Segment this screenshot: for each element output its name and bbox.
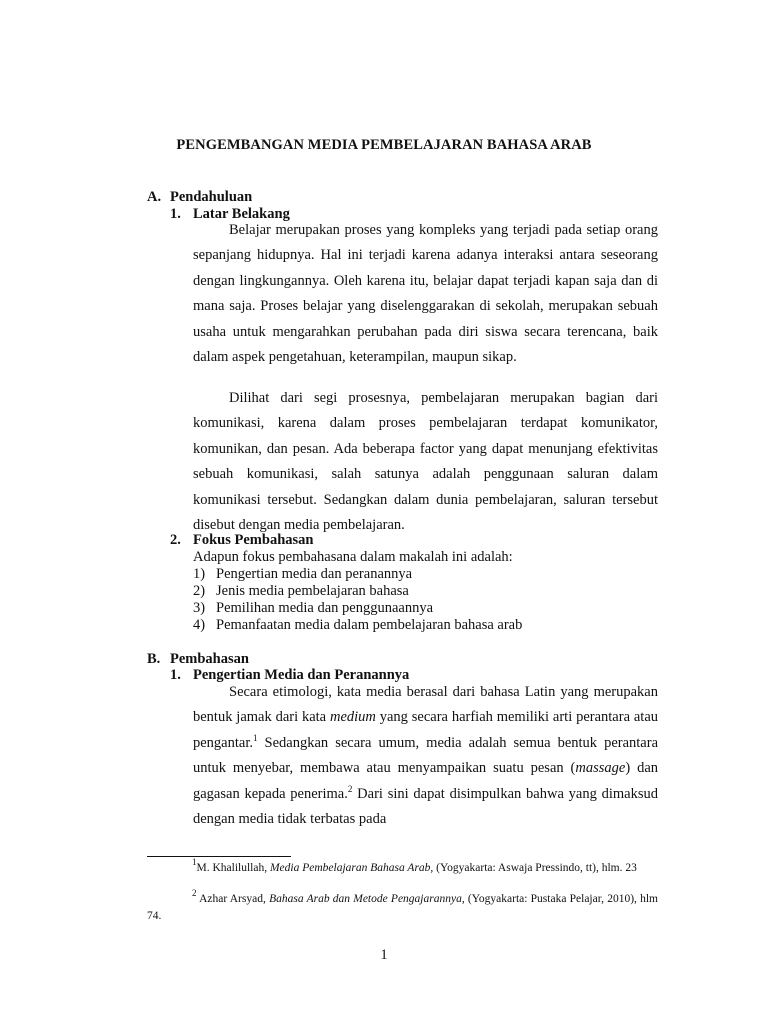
footnote-publisher: , (Yogyakarta: Aswaja Pressindo, tt), hlm. 23	[430, 862, 637, 874]
paragraph-text: ) dan gagasan kepada penerima.	[193, 760, 659, 802]
subsection-a1-number: 1.	[170, 206, 181, 222]
footnote-separator	[147, 856, 291, 857]
list-item	[193, 600, 522, 617]
subsection-b1-number: 1.	[170, 667, 181, 683]
footnote-publisher: , (Yogyakarta: Pustaka Pelajar, 2010), hlm 74.	[147, 893, 658, 922]
paragraph-text: Sedangkan secara umum, media adalah semua bentuk perantara untuk menyebar, membawa atau menyampaikan suatu pesan (	[193, 734, 658, 777]
footnote-book-title: Bahasa Arab dan Metode Pengajarannya	[269, 893, 462, 905]
page-number: 1	[380, 947, 388, 963]
section-b-heading	[147, 651, 249, 668]
footnote-2	[147, 888, 658, 925]
footnote-book-title: Media Pembelajaran Bahasa Arab	[269, 862, 431, 874]
paragraph-text: yang secara harfiah memiliki arti perantara atau pengantar.	[193, 709, 659, 751]
list-item-number: 3)	[193, 600, 206, 616]
document-title: PENGEMBANGAN MEDIA PEMBELAJARAN BAHASA ARAB	[176, 137, 592, 153]
section-a-heading	[147, 189, 252, 206]
paragraph-text: Belajar merupakan proses yang kompleks yang terjadi pada setiap orang sepanjang hidupnya. Hal ini terjadi karena adanya interaksi antara seseorang dengan lingkungannya. Oleh karena itu, belajar dapat terjadi kapan saja dan di mana saja. Proses belajar yang diselenggarakan di sekolah, merupakan sebuah usaha untuk mengarahkan perubahan pada diri siswa secara terencana, baik dalam aspek pengetahuan, keterampilan, maupun sikap.	[193, 222, 658, 366]
footnote-reference-2[interactable]: 2	[347, 783, 353, 794]
paragraph-pengertian-media	[193, 680, 658, 832]
list-item-number: 4)	[193, 617, 206, 633]
list-item-text: Jenis media pembelajaran bahasa	[216, 583, 409, 599]
list-item-text: Pemilihan media dan penggunaannya	[216, 600, 434, 616]
footnote-mark: 1	[192, 857, 197, 867]
list-item-text: Pengertian media dan peranannya	[216, 566, 413, 582]
footnote-1	[147, 857, 658, 877]
footnote-reference-1[interactable]: 1	[253, 732, 258, 743]
section-b-number: B.	[147, 651, 161, 667]
subsection-a2-title: Fokus Pembahasan	[193, 532, 314, 548]
focus-intro: Adapun fokus pembahasana dalam makalah ini adalah:	[193, 549, 513, 565]
paragraph-text: Dari sini dapat disimpulkan bahwa yang dimaksud dengan media tidak terbatas pada	[193, 785, 659, 828]
paragraph-latar-belakang-1	[193, 218, 658, 370]
footnote-author: M. Khalilullah,	[196, 862, 268, 874]
focus-list	[193, 566, 522, 634]
section-a-number: A.	[147, 189, 162, 205]
list-item	[193, 566, 522, 583]
list-item	[193, 583, 522, 600]
list-item-number: 2)	[193, 583, 206, 599]
section-a-title: Pendahuluan	[170, 189, 253, 205]
list-item-text: Pemanfaatan media dalam pembelajaran bahasa arab	[216, 617, 523, 633]
paragraph-latar-belakang-2	[193, 386, 658, 538]
subsection-a2-number: 2.	[170, 532, 181, 548]
list-item	[193, 617, 522, 634]
section-b-title: Pembahasan	[170, 651, 249, 667]
subsection-a1-title: Latar Belakang	[193, 206, 290, 222]
paragraph-text: Dilihat dari segi prosesnya, pembelajaran merupakan bagian dari komunikasi, karena dalam proses pembelajaran terdapat komunikator, komunikan, dan pesan. Ada beberapa factor yang dapat menunjang efektivitas sebuah komunikasi, salah satunya adalah penggunaan saluran dalam komunikasi tersebut. Sedangkan dalam dunia pembelajaran, saluran tersebut disebut dengan media pembelajaran.	[193, 390, 658, 534]
term-massage: massage	[575, 760, 626, 777]
footnote-mark: 2	[192, 888, 197, 898]
footnote-author: Azhar Arsyad,	[199, 893, 266, 905]
subsection-a2-heading	[170, 532, 313, 549]
subsection-b1-title: Pengertian Media dan Peranannya	[193, 667, 410, 683]
paragraph-text: Secara etimologi, kata media berasal dari bahasa Latin yang merupakan bentuk jamak dari kata	[193, 684, 658, 726]
term-medium: medium	[329, 709, 376, 726]
list-item-number: 1)	[193, 566, 206, 582]
